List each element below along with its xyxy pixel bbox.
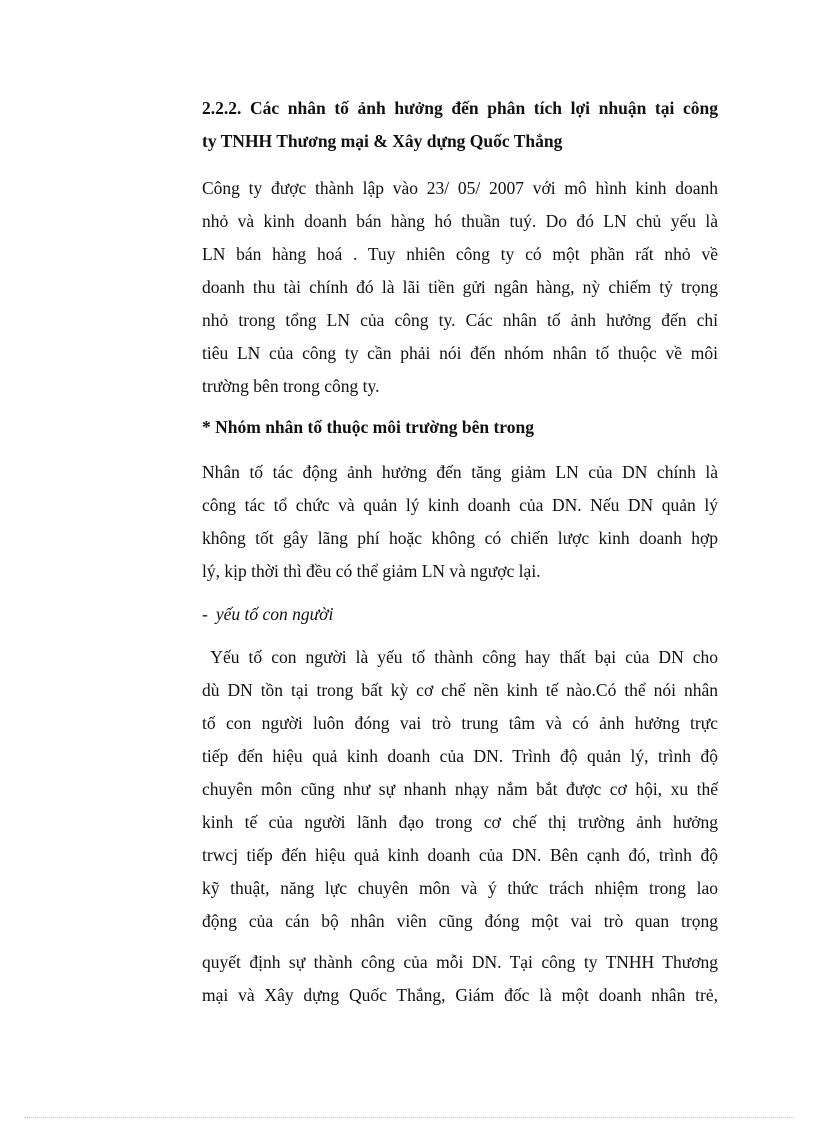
paragraph-line: quyết định sự thành công của mỗi DN. Tại công ty TNHH Thương — [202, 952, 718, 972]
paragraph-line: chuyên môn cũng như sự nhanh nhạy nắm bắt được cơ hội, xu thế — [202, 779, 718, 799]
paragraph-line: dù DN tồn tại trong bất kỳ cơ chế nền kinh tế nào.Có thể nói nhân — [202, 680, 718, 700]
paragraph-continuation — [202, 946, 718, 1012]
paragraph-internal-factors — [202, 456, 718, 588]
subsection-title-text: * Nhóm nhân tố thuộc môi trường bên trong — [202, 417, 534, 437]
paragraph-line: không tốt gây lãng phí hoặc không có chiến lược kinh doanh hợp — [202, 528, 718, 548]
paragraph-line: nhỏ và kinh doanh bán hàng hó thuần tuý. Do đó LN chủ yếu là — [202, 211, 718, 231]
paragraph-line: kỹ thuật, năng lực chuyên môn và ý thức trách nhiệm trong lao — [202, 878, 718, 898]
list-item-line — [202, 598, 718, 631]
heading-line: 2.2.2. Các nhân tố ảnh hưởng đến phân tích lợi nhuận tại công — [202, 98, 718, 118]
paragraph-line: động của cán bộ nhân viên cũng đóng một vai trò quan trọng — [202, 911, 718, 931]
paragraph-line: LN bán hàng hoá . Tuy nhiên công ty có một phần rất nhỏ về — [202, 244, 718, 264]
paragraph-line: Công ty được thành lập vào 23/ 05/ 2007 với mô hình kinh doanh — [202, 178, 718, 198]
paragraph-line: kinh tế của người lãnh đạo trong cơ chế thị trường ảnh hưởng — [202, 812, 718, 832]
paragraph-line: lý, kịp thời thì đều có thể giảm LN và ngược lại. — [202, 561, 541, 581]
paragraph-line: tố con người luôn đóng vai trò trung tâm và có ảnh hưởng trực — [202, 713, 718, 733]
paragraph-line: Nhân tố tác động ảnh hưởng đến tăng giảm LN của DN chính là — [202, 462, 718, 482]
list-item-text: yếu tố con người — [215, 604, 334, 624]
paragraph-line: Yếu tố con người là yếu tố thành công hay thất bại của DN cho — [202, 647, 718, 667]
list-item — [202, 598, 718, 631]
paragraph-line: tiêu LN của công ty cần phải nói đến nhóm nhân tố thuộc về môi — [202, 343, 718, 363]
heading-line: ty TNHH Thương mại & Xây dựng Quốc Thắng — [202, 131, 563, 151]
paragraph-line: doanh thu tài chính đó là lãi tiền gửi ngân hàng, nỳ chiếm tỷ trọng — [202, 277, 718, 297]
paragraph-human-factor — [202, 641, 718, 938]
subsection-title — [202, 411, 718, 444]
page-bottom-divider — [24, 1117, 794, 1118]
paragraph-line: tiếp đến hiệu quả kinh doanh của DN. Trình độ quản lý, trình độ — [202, 746, 718, 766]
paragraph-company-intro — [202, 172, 718, 403]
paragraph-line: công tác tổ chức và quản lý kinh doanh của DN. Nếu DN quản lý — [202, 495, 718, 515]
list-dash: - — [202, 604, 208, 624]
paragraph-line: trwcj tiếp đến hiệu quả kinh doanh của DN. Bên cạnh đó, trình độ — [202, 845, 718, 865]
paragraph-line: nhỏ trong tổng LN của công ty. Các nhân tố ảnh hưởng đến chỉ — [202, 310, 718, 330]
paragraph-line: trường bên trong công ty. — [202, 376, 380, 396]
document-content — [202, 92, 718, 1012]
paragraph-line: mại và Xây dựng Quốc Thắng, Giám đốc là một doanh nhân trẻ, — [202, 985, 718, 1005]
section-heading — [202, 92, 718, 158]
